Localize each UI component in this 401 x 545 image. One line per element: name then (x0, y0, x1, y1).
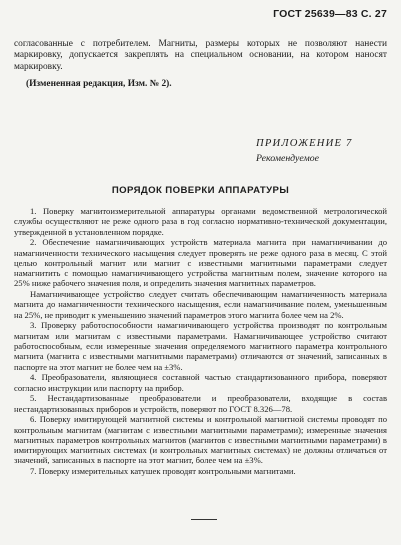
page-header: ГОСТ 25639—83 С. 27 (273, 8, 387, 20)
end-rule (191, 519, 217, 520)
paragraph-2-continued: Намагничивающее устройство следует считать обеспечивающим намагниченность материала магнита до намагниченности технического насыщения, если намагничивание полем, уменьшенным на 25%, не приводит к уменьшению значений параметров этого магнита более чем на 2%. (14, 289, 387, 320)
procedure-body (14, 206, 387, 477)
paragraph-2: 2. Обеспечение намагничивающих устройств материала магнита при намагничивании до намагниченности технического насыщения следует проверять не реже одного раза в месяц. С этой целью контрольный магнит или магнит с известными магнитными параметрами следует намагнитить с помощью намагничивающего устройства магнитным полем, значение которого на 25% ниже рабочего значения поля, и определить значения магнитных параметров. (14, 237, 387, 289)
paragraph-1: 1. Поверку магнитоизмерительной аппаратуры органами ведомственной метрологической службы осуществляют не реже одного раза в год согласно нормативно-технической документации, утвержденной в установленном порядке. (14, 206, 387, 237)
continued-paragraph-text: согласованные с потребителем. Магниты, размеры которых не позволяют нанести маркировку, допускается закреплять на специальном основании, на котором наносят маркировку. (14, 39, 387, 72)
section-title: ПОРЯДОК ПОВЕРКИ АППАРАТУРЫ (111, 185, 290, 196)
paragraph-7: 7. Поверку измерительных катушек проводят контрольными магнитами. (30, 466, 296, 477)
appendix-status: Рекомендуемое (256, 153, 319, 164)
paragraph-5: 5. Нестандартизованные преобразователи и преобразователи, входящие в состав нестандартизованных приборов и устройств, поверяют по ГОСТ 8.326—78. (14, 393, 387, 414)
paragraph-3: 3. Проверку работоспособности намагничивающего устройства производят по контрольным магнитам или магнитам с известными параметрами. Намагничивающее устройство считают работоспособным, если измеренные значения определяемого магнитного параметра контрольного магнита (магнита с известными магнитными параметрами) отличаются от значений, записанных в паспорте на этот магнит не более чем на ±3%. (14, 320, 387, 372)
paragraph-4: 4. Преобразователи, являющиеся составной частью стандартизованного прибора, поверяют согласно инструкции или паспорту на прибор. (14, 372, 387, 393)
amendment-note: (Измененная редакция, Изм. № 2). (26, 79, 172, 89)
appendix-label: ПРИЛОЖЕНИЕ 7 (256, 138, 353, 149)
continued-paragraph (14, 39, 387, 73)
paragraph-6: 6. Поверку имитирующей магнитной системы и контрольной магнитной системы проводят по контрольным магнитам (магнитам с известными магнитными параметрами); измеренные значения магнитных параметров контрольных магнитов (магнитов с известными магнитными параметрами) в имитирующих магнитных системах (и контрольных магнитных системах) не должны отличаться от значений, записанных в паспорте на этот магнит, более чем на ±3%. (14, 414, 387, 466)
